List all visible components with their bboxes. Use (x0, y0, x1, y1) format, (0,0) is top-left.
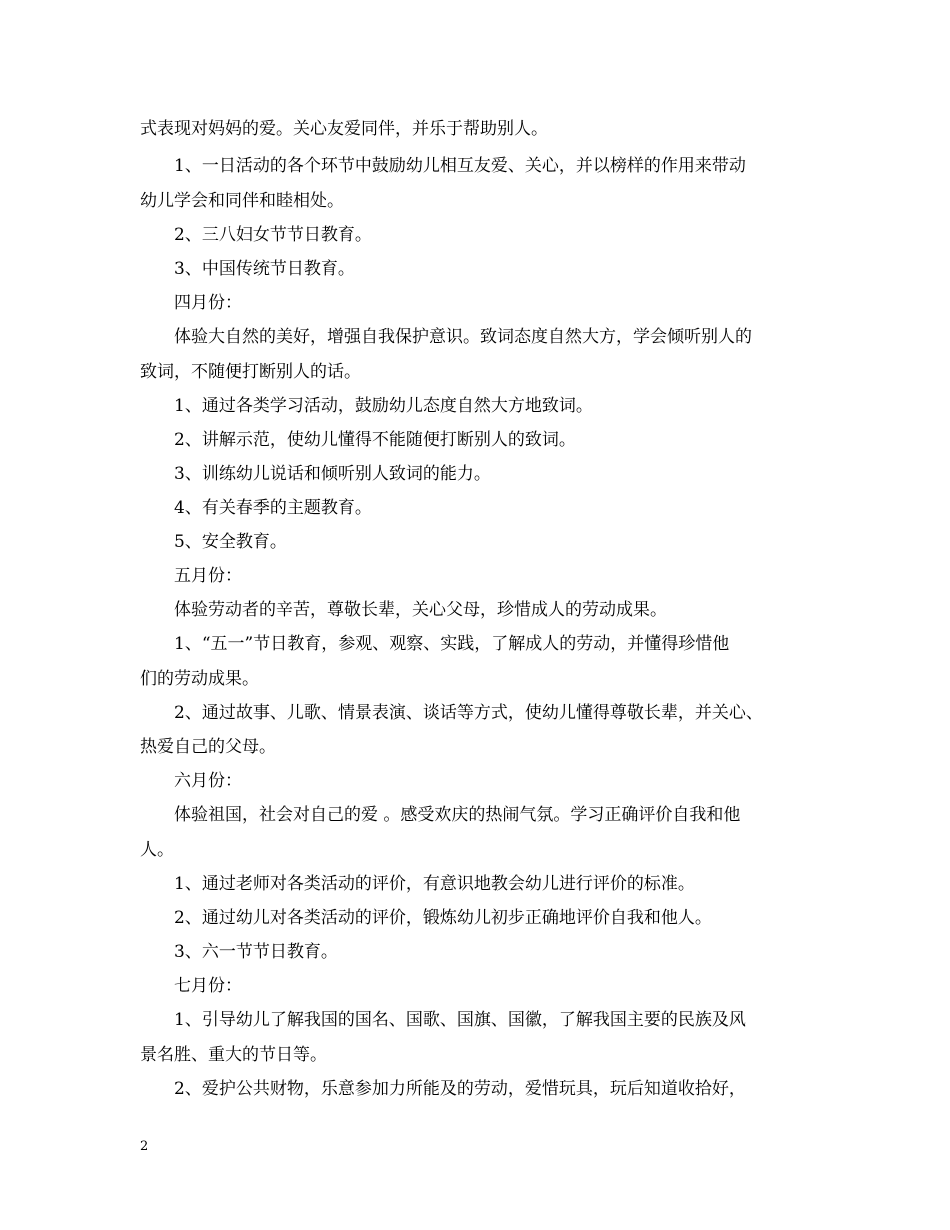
text-line: 体验劳动者的辛苦，尊敬长辈，关心父母，珍惜成人的劳动成果。 (174, 600, 667, 620)
text-line: 1、一日活动的各个环节中鼓励幼儿相互友爱、关心，并以榜样的作用来带动 (174, 156, 746, 176)
text-line: 体验大自然的美好，增强自我保护意识。致词态度自然大方，学会倾听别人的 (174, 327, 752, 347)
section-heading-july: 七月份： (174, 976, 242, 996)
section-heading-june: 六月份： (174, 771, 242, 791)
text-line: 2、通过幼儿对各类活动的评价，锻炼幼儿初步正确地评价自我和他人。 (174, 908, 712, 928)
text-line: 3、训练幼儿说话和倾听别人致词的能力。 (174, 464, 491, 484)
text-line: 热爱自己的父母。 (140, 737, 276, 757)
text-line: 1、通过老师对各类活动的评价，有意识地教会幼儿进行评价的标准。 (174, 874, 695, 894)
text-line: 2、三八妇女节节日教育。 (174, 225, 372, 245)
text-line: 3、六一节节日教育。 (174, 942, 338, 962)
text-line: 致词，不随便打断别人的话。 (140, 362, 361, 382)
text-line: 2、爱护公共财物，乐意参加力所能及的劳动，爱惜玩具，玩后知道收拾好， (174, 1079, 746, 1099)
text-line: 4、有关春季的主题教育。 (174, 498, 372, 518)
text-line: 景名胜、重大的节日等。 (140, 1045, 327, 1065)
text-line: 5、安全教育。 (174, 532, 287, 552)
text-line: 体验祖国，社会对自己的爱 。感受欢庆的热闹气氛。学习正确评价自我和他 (174, 805, 741, 825)
section-heading-may: 五月份： (174, 566, 242, 586)
text-line: 幼儿学会和同伴和睦相处。 (140, 191, 344, 211)
text-line: 人。 (140, 840, 174, 860)
text-line: 1、“五一”节日教育，参观、观察、实践，了解成人的劳动，并懂得珍惜他 (174, 634, 730, 654)
text-line: 式表现对妈妈的爱。关心友爱同伴，并乐于帮助别人。 (140, 119, 548, 139)
section-heading-april: 四月份： (174, 293, 242, 313)
text-line: 3、中国传统节日教育。 (174, 259, 355, 279)
text-line: 1、通过各类学习活动，鼓励幼儿态度自然大方地致词。 (174, 396, 593, 416)
text-line: 2、通过故事、儿歌、情景表演、谈话等方式，使幼儿懂得尊敬长辈，并关心、 (174, 703, 763, 723)
text-line: 2、讲解示范，使幼儿懂得不能随便打断别人的致词。 (174, 430, 576, 450)
text-line: 1、引导幼儿了解我国的国名、国歌、国旗、国徽，了解我国主要的民族及风 (174, 1010, 746, 1030)
text-line: 们的劳动成果。 (140, 669, 259, 689)
page-number: 2 (140, 1139, 149, 1154)
